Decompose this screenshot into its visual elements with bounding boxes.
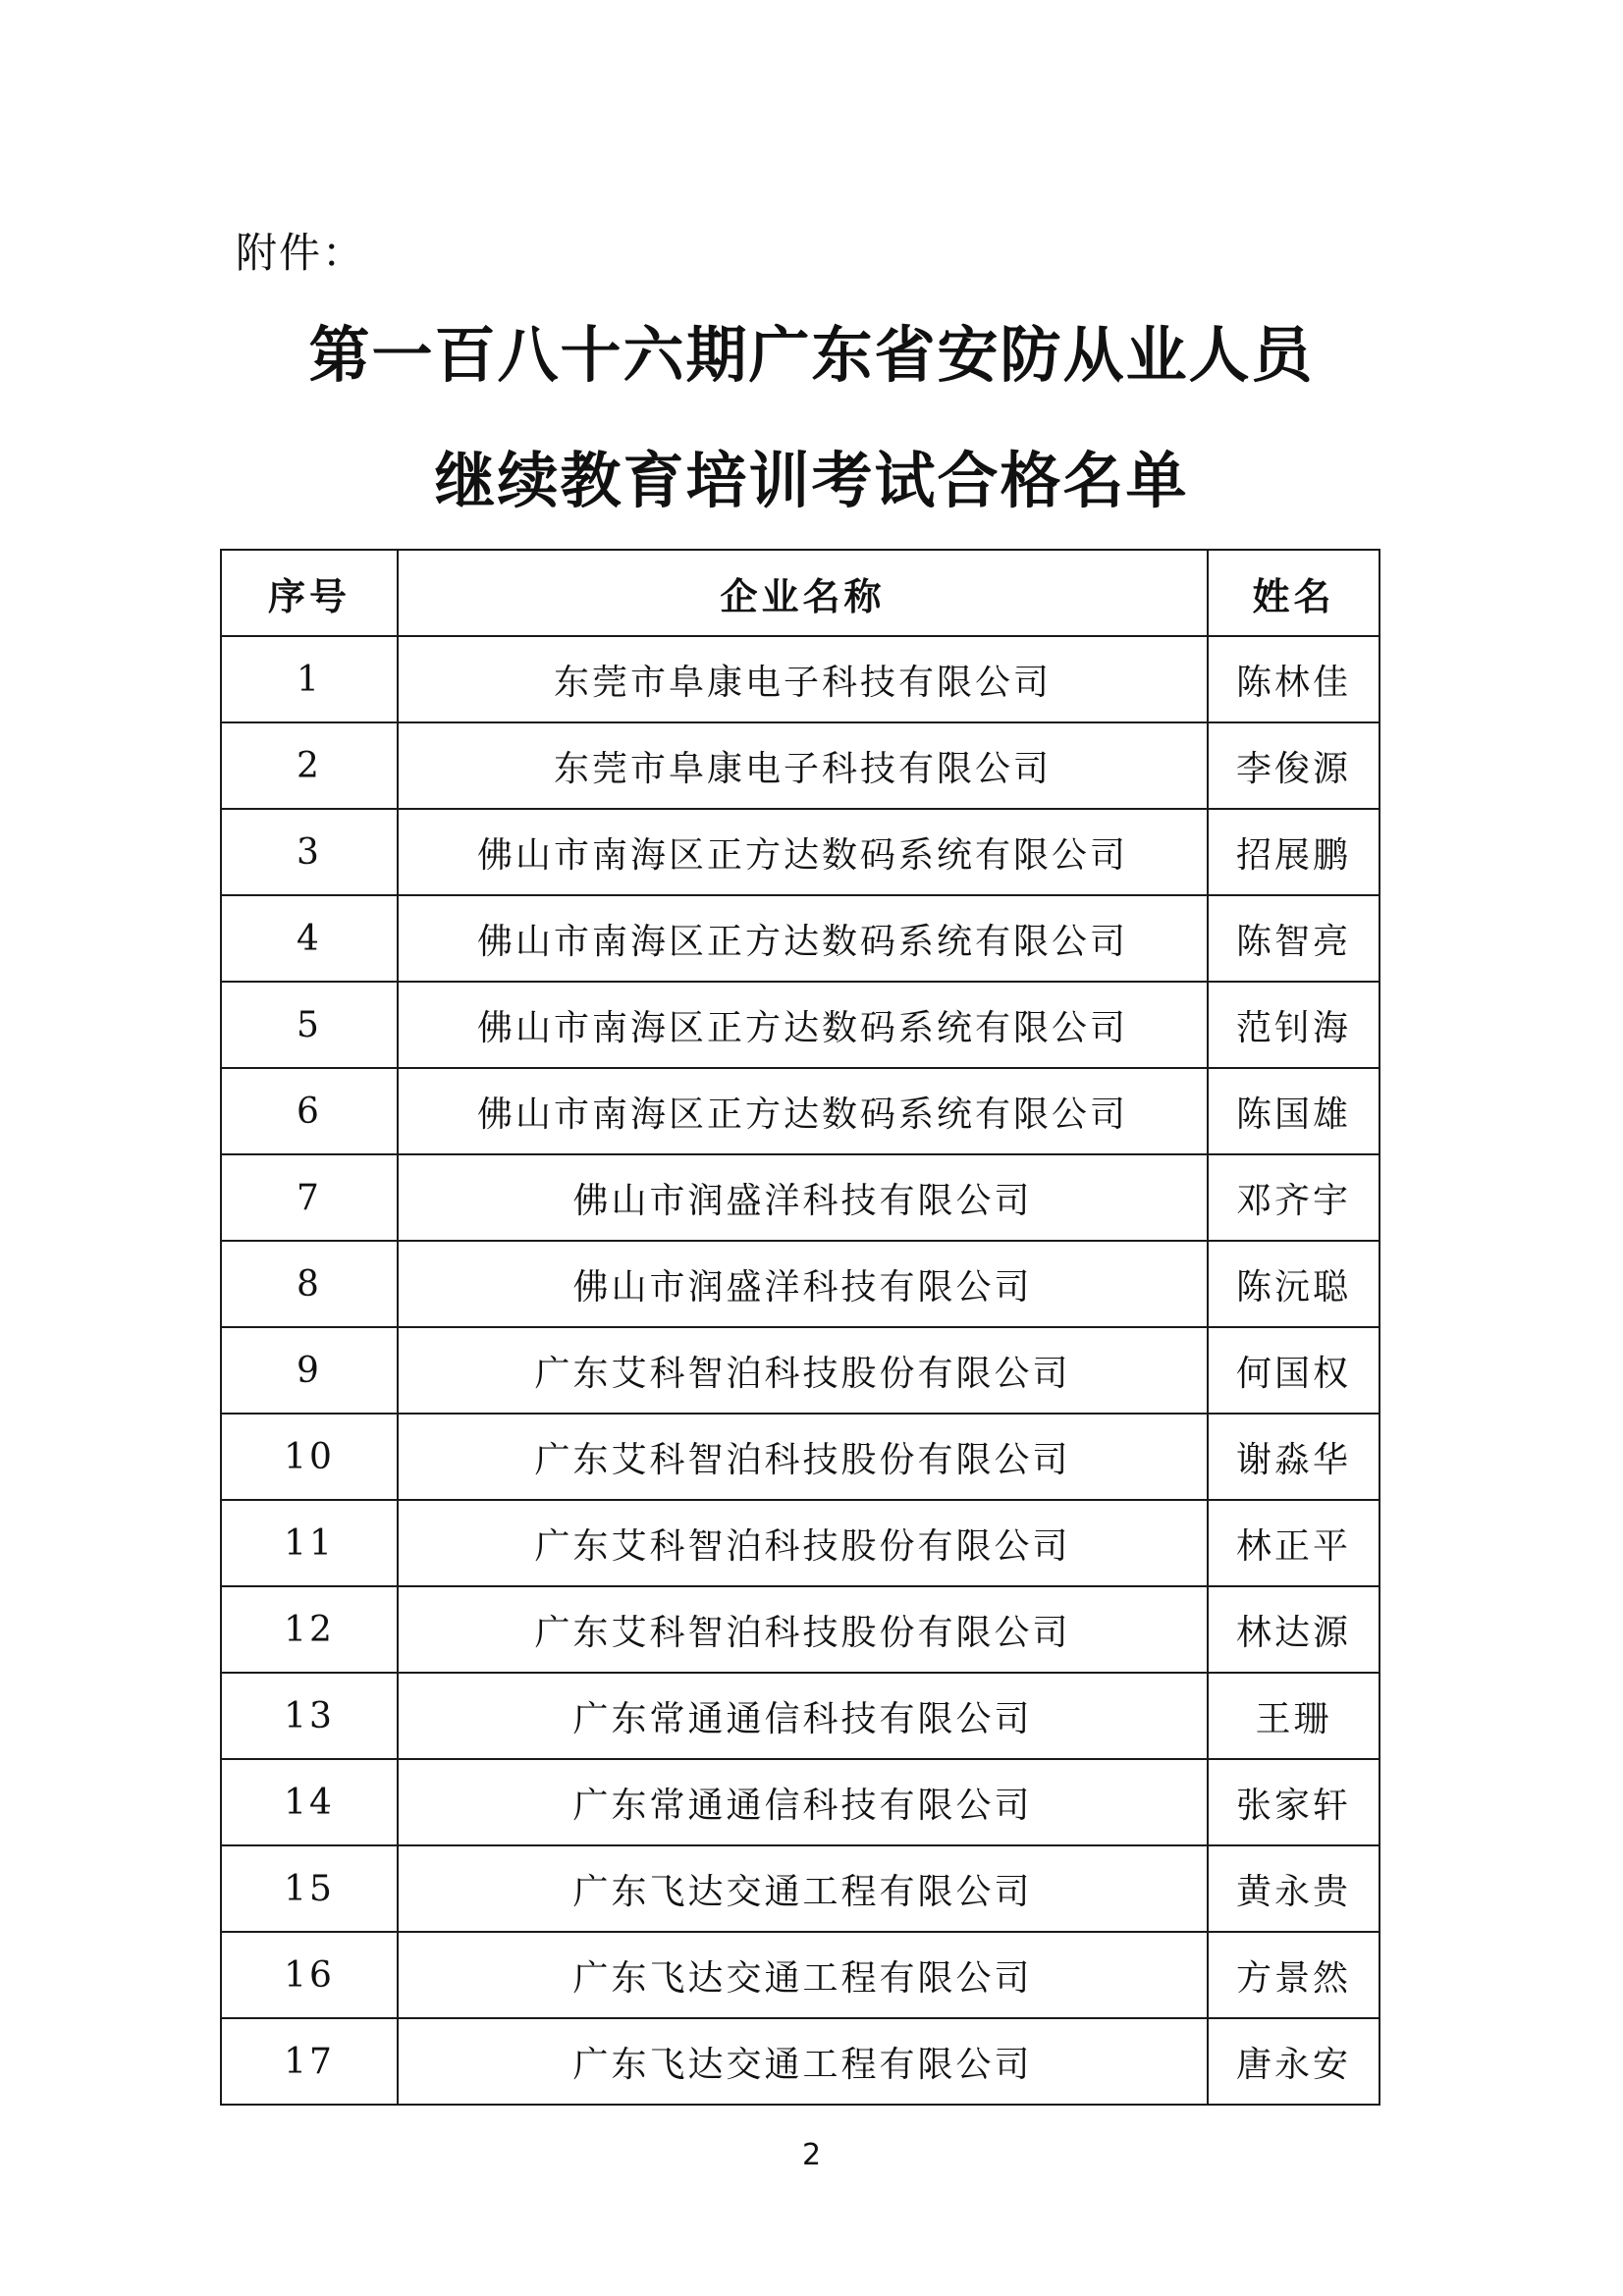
table-row <box>221 1241 1380 1327</box>
cell-name: 李俊源 <box>1208 722 1380 809</box>
table-row <box>221 2018 1380 2105</box>
cell-company: 广东艾科智泊科技股份有限公司 <box>398 1586 1208 1673</box>
cell-name: 陈国雄 <box>1208 1068 1380 1154</box>
cell-name: 林正平 <box>1208 1500 1380 1586</box>
table-header-row <box>221 550 1380 636</box>
cell-index: 4 <box>221 895 398 982</box>
cell-company: 佛山市南海区正方达数码系统有限公司 <box>398 809 1208 895</box>
cell-index: 7 <box>221 1154 398 1241</box>
cell-company: 东莞市阜康电子科技有限公司 <box>398 636 1208 722</box>
table-row <box>221 1932 1380 2018</box>
cell-index: 2 <box>221 722 398 809</box>
cell-name: 林达源 <box>1208 1586 1380 1673</box>
table-row <box>221 895 1380 982</box>
cell-index: 8 <box>221 1241 398 1327</box>
cell-company: 广东常通通信科技有限公司 <box>398 1673 1208 1759</box>
table-row <box>221 1068 1380 1154</box>
cell-company: 广东飞达交通工程有限公司 <box>398 1932 1208 2018</box>
cell-index: 12 <box>221 1586 398 1673</box>
cell-company: 广东飞达交通工程有限公司 <box>398 2018 1208 2105</box>
cell-company: 佛山市南海区正方达数码系统有限公司 <box>398 895 1208 982</box>
cell-company: 广东艾科智泊科技股份有限公司 <box>398 1500 1208 1586</box>
cell-name: 陈沅聪 <box>1208 1241 1380 1327</box>
cell-company: 佛山市润盛洋科技有限公司 <box>398 1154 1208 1241</box>
document-title-line-1: 第一百八十六期广东省安防从业人员 <box>308 319 1315 391</box>
cell-index: 17 <box>221 2018 398 2105</box>
table-row <box>221 636 1380 722</box>
cell-index: 16 <box>221 1932 398 2018</box>
page-number: 2 <box>801 2138 822 2172</box>
cell-company: 佛山市南海区正方达数码系统有限公司 <box>398 1068 1208 1154</box>
cell-index: 3 <box>221 809 398 895</box>
table-row <box>221 1154 1380 1241</box>
cell-index: 5 <box>221 982 398 1068</box>
attachment-label: 附件： <box>236 229 366 277</box>
cell-company: 佛山市南海区正方达数码系统有限公司 <box>398 982 1208 1068</box>
cell-index: 10 <box>221 1414 398 1500</box>
cell-name: 范钊海 <box>1208 982 1380 1068</box>
table-row <box>221 722 1380 809</box>
table-row <box>221 1414 1380 1500</box>
cell-company: 广东艾科智泊科技股份有限公司 <box>398 1327 1208 1414</box>
cell-name: 唐永安 <box>1208 2018 1380 2105</box>
cell-index: 14 <box>221 1759 398 1845</box>
table-row <box>221 1673 1380 1759</box>
cell-name: 陈林佳 <box>1208 636 1380 722</box>
header-name: 姓名 <box>1208 550 1380 636</box>
document-title-line-2: 继续教育培训考试合格名单 <box>434 445 1189 516</box>
cell-name: 招展鹏 <box>1208 809 1380 895</box>
cell-name: 张家轩 <box>1208 1759 1380 1845</box>
cell-name: 邓齐宇 <box>1208 1154 1380 1241</box>
table-row <box>221 809 1380 895</box>
qualified-list-table <box>220 549 1380 2106</box>
table-row <box>221 1845 1380 1932</box>
table-row <box>221 1327 1380 1414</box>
table-row <box>221 1759 1380 1845</box>
cell-name: 陈智亮 <box>1208 895 1380 982</box>
header-index: 序号 <box>221 550 398 636</box>
table-row <box>221 1586 1380 1673</box>
cell-name: 王珊 <box>1208 1673 1380 1759</box>
header-company: 企业名称 <box>398 550 1208 636</box>
cell-company: 佛山市润盛洋科技有限公司 <box>398 1241 1208 1327</box>
cell-name: 方景然 <box>1208 1932 1380 2018</box>
cell-company: 东莞市阜康电子科技有限公司 <box>398 722 1208 809</box>
cell-name: 黄永贵 <box>1208 1845 1380 1932</box>
cell-index: 15 <box>221 1845 398 1932</box>
cell-index: 6 <box>221 1068 398 1154</box>
cell-company: 广东常通通信科技有限公司 <box>398 1759 1208 1845</box>
cell-index: 11 <box>221 1500 398 1586</box>
cell-name: 何国权 <box>1208 1327 1380 1414</box>
table-row <box>221 982 1380 1068</box>
table-row <box>221 1500 1380 1586</box>
cell-company: 广东飞达交通工程有限公司 <box>398 1845 1208 1932</box>
cell-index: 9 <box>221 1327 398 1414</box>
cell-name: 谢淼华 <box>1208 1414 1380 1500</box>
cell-index: 13 <box>221 1673 398 1759</box>
cell-company: 广东艾科智泊科技股份有限公司 <box>398 1414 1208 1500</box>
cell-index: 1 <box>221 636 398 722</box>
